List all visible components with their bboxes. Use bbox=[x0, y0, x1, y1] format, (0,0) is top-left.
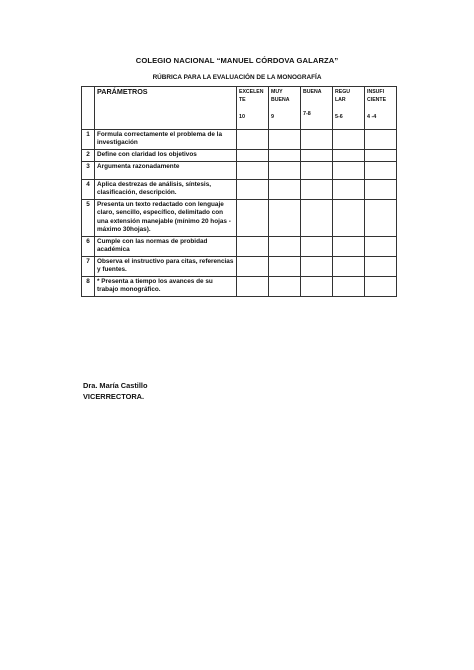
score-cell[interactable] bbox=[269, 200, 301, 237]
header-num-cell bbox=[82, 87, 95, 130]
signature-role: VICERRECTORA. bbox=[83, 392, 145, 401]
score-cell[interactable] bbox=[333, 237, 365, 257]
level-label: INSUFI CIENTE bbox=[367, 89, 387, 104]
level-score: 5-6 bbox=[335, 113, 343, 120]
score-cell[interactable] bbox=[269, 150, 301, 162]
score-cell[interactable] bbox=[269, 162, 301, 180]
document-subtitle: RÚBRICA PARA LA EVALUACIÓN DE LA MONOGRAFÍA bbox=[152, 74, 322, 81]
header-level-insuficiente bbox=[365, 87, 397, 130]
score-cell[interactable] bbox=[237, 200, 269, 237]
score-cell[interactable] bbox=[333, 150, 365, 162]
score-cell[interactable] bbox=[301, 180, 333, 200]
score-cell[interactable] bbox=[269, 277, 301, 297]
score-cell[interactable] bbox=[365, 237, 397, 257]
score-cell[interactable] bbox=[365, 162, 397, 180]
level-score: 4 -4 bbox=[367, 113, 377, 120]
score-cell[interactable] bbox=[301, 277, 333, 297]
score-cell[interactable] bbox=[365, 180, 397, 200]
header-level-buena bbox=[301, 87, 333, 130]
table-row bbox=[82, 200, 397, 237]
score-cell[interactable] bbox=[269, 180, 301, 200]
score-cell[interactable] bbox=[333, 257, 365, 277]
level-label: EXCELEN TE bbox=[239, 89, 264, 104]
score-cell[interactable] bbox=[301, 162, 333, 180]
score-cell[interactable] bbox=[365, 257, 397, 277]
score-cell[interactable] bbox=[301, 130, 333, 150]
score-cell[interactable] bbox=[269, 130, 301, 150]
criterion-text: Presenta un texto redactado con lenguaje claro, sencillo, específico, delimitado con una extensión manejable (mínimo 20 hojas - máximo 30hojas). bbox=[95, 200, 237, 237]
row-number: 4 bbox=[82, 180, 95, 200]
header-level-excelente bbox=[237, 87, 269, 130]
score-cell[interactable] bbox=[237, 130, 269, 150]
score-cell[interactable] bbox=[237, 162, 269, 180]
header-level-regular bbox=[333, 87, 365, 130]
score-cell[interactable] bbox=[269, 257, 301, 277]
table-row bbox=[82, 150, 397, 162]
table-row bbox=[82, 277, 397, 297]
table-row bbox=[82, 237, 397, 257]
score-cell[interactable] bbox=[333, 200, 365, 237]
score-cell[interactable] bbox=[333, 162, 365, 180]
criterion-text: Cumple con las normas de probidad académica bbox=[95, 237, 237, 257]
score-cell[interactable] bbox=[269, 237, 301, 257]
score-cell[interactable] bbox=[301, 257, 333, 277]
table-row bbox=[82, 162, 397, 180]
score-cell[interactable] bbox=[333, 180, 365, 200]
table-row bbox=[82, 130, 397, 150]
header-parameters: PARÁMETROS bbox=[95, 87, 237, 130]
criterion-text: * Presenta a tiempo los avances de su trabajo monográfico. bbox=[95, 277, 237, 297]
level-label: REGU LAR bbox=[335, 89, 350, 104]
level-score: 7-8 bbox=[303, 111, 311, 117]
score-cell[interactable] bbox=[301, 200, 333, 237]
signature-name: Dra. María Castillo bbox=[83, 381, 148, 390]
criterion-text: Define con claridad los objetivos bbox=[95, 150, 237, 162]
criterion-text: Observa el instructivo para citas, referencias y fuentes. bbox=[95, 257, 237, 277]
score-cell[interactable] bbox=[237, 180, 269, 200]
score-cell[interactable] bbox=[237, 257, 269, 277]
row-number: 3 bbox=[82, 162, 95, 180]
score-cell[interactable] bbox=[333, 277, 365, 297]
score-cell[interactable] bbox=[301, 237, 333, 257]
row-number: 7 bbox=[82, 257, 95, 277]
row-number: 5 bbox=[82, 200, 95, 237]
header-level-muy-buena bbox=[269, 87, 301, 130]
score-cell[interactable] bbox=[237, 237, 269, 257]
level-score: 9 bbox=[271, 113, 274, 120]
level-score: 10 bbox=[239, 113, 245, 120]
criterion-text: Argumenta razonadamente bbox=[95, 162, 237, 180]
table-header-row bbox=[82, 87, 397, 130]
level-label: MUY BUENA bbox=[271, 89, 290, 104]
score-cell[interactable] bbox=[333, 130, 365, 150]
score-cell[interactable] bbox=[365, 277, 397, 297]
level-label: BUENA bbox=[303, 89, 322, 95]
row-number: 2 bbox=[82, 150, 95, 162]
table-row bbox=[82, 180, 397, 200]
score-cell[interactable] bbox=[237, 277, 269, 297]
score-cell[interactable] bbox=[365, 150, 397, 162]
criterion-text: Aplica destrezas de análisis, síntesis, clasificación, descripción. bbox=[95, 180, 237, 200]
score-cell[interactable] bbox=[365, 200, 397, 237]
document-title: COLEGIO NACIONAL “MANUEL CÓRDOVA GALARZA” bbox=[135, 56, 339, 65]
score-cell[interactable] bbox=[365, 130, 397, 150]
rubric-table bbox=[81, 86, 397, 297]
score-cell[interactable] bbox=[237, 150, 269, 162]
row-number: 1 bbox=[82, 130, 95, 150]
table-row bbox=[82, 257, 397, 277]
row-number: 8 bbox=[82, 277, 95, 297]
criterion-text: Formula correctamente el problema de la investigación bbox=[95, 130, 237, 150]
row-number: 6 bbox=[82, 237, 95, 257]
score-cell[interactable] bbox=[301, 150, 333, 162]
